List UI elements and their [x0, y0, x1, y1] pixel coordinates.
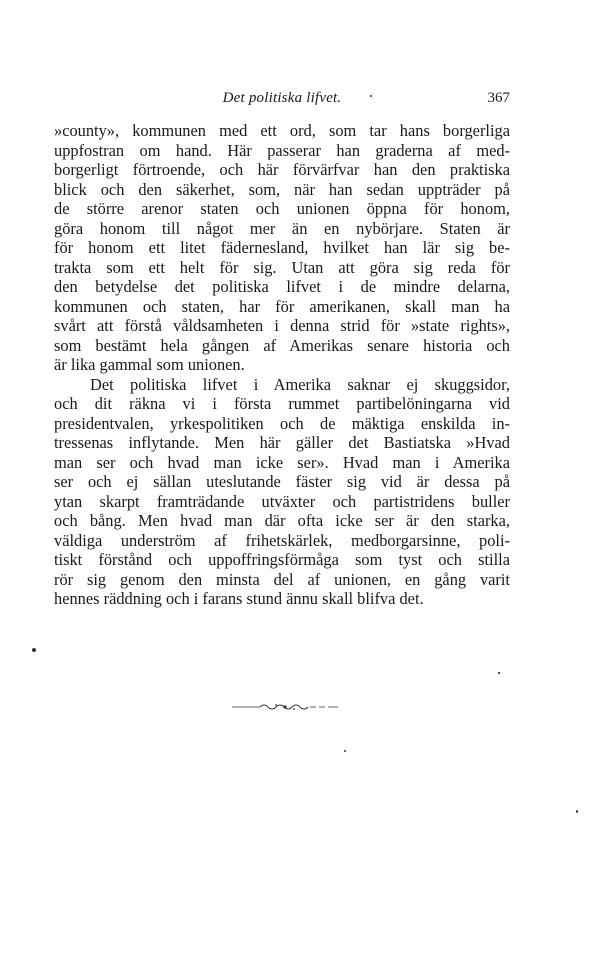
- text-line: de större arenor staten och unionen öppna för honom,: [54, 199, 510, 218]
- text-line: uppfostran om hand. Här passerar han graderna af med-: [54, 140, 510, 160]
- ink-speck: [370, 95, 372, 97]
- text-line: hennes räddning och i farans stund ännu skall blifva det.: [54, 589, 424, 608]
- decorative-rule-icon: [230, 700, 340, 714]
- text-line: borgerligt förtroende, och här förvärfvar han den praktiska: [54, 160, 510, 179]
- text-line: tressenas inflytande. Men här gäller det Bastiatska »Hvad: [54, 433, 510, 452]
- body-text: [54, 121, 510, 609]
- ink-speck: [344, 750, 346, 752]
- ink-speck: [498, 672, 500, 674]
- paragraph-1: [54, 121, 510, 375]
- text-line: kommunen och staten, har för amerikanen, skall man ha: [54, 296, 510, 316]
- text-line: tiskt förstånd och uppoffringsförmåga som tyst och stilla: [54, 550, 510, 569]
- text-line: man ser och hvad man icke ser». Hvad man i Amerika: [54, 452, 510, 472]
- ink-speck: [576, 810, 578, 813]
- text-line: Det politiska lifvet i Amerika saknar ej skuggsidor,: [90, 374, 510, 394]
- text-line: som bestämt hela gången af Amerikas senare historia och: [54, 335, 510, 355]
- text-line: väldiga underström af frihetskärlek, medborgarsinne, poli-: [54, 530, 510, 550]
- text-line: är lika gammal som unionen.: [54, 355, 245, 374]
- text-line: för honom ett litet fädernesland, hvilket han lär sig be-: [54, 238, 510, 257]
- text-line: ytan skarpt framträdande utväxter och partistridens buller: [54, 491, 510, 511]
- page-number: 367: [487, 90, 510, 106]
- ink-speck: [32, 648, 36, 652]
- running-head: [54, 90, 510, 110]
- text-line: ser och ej sällan uteslutande fäster sig vid är dessa på: [54, 472, 510, 491]
- text-line: den betydelse det politiska lifvet i de mindre delarna,: [54, 277, 510, 296]
- text-line: göra honom till något mer än en nybörjare. Staten är: [54, 218, 510, 238]
- text-line: svårt att förstå våldsamheten i denna strid för »state rights»,: [54, 316, 510, 335]
- text-line: blick och den säkerhet, som, när han sedan uppträder på: [54, 179, 510, 199]
- text-line: och bång. Men hvad man där ofta icke ser är den starka,: [54, 511, 510, 530]
- text-line: trakta som ett helt för sig. Utan att göra sig reda för: [54, 257, 510, 277]
- text-line: rör sig genom den minsta del af unionen, en gång varit: [54, 569, 510, 589]
- paragraph-2: [54, 375, 510, 609]
- text-line: »county», kommunen med ett ord, som tar hans borgerliga: [54, 121, 510, 140]
- running-title: Det politiska lifvet.: [222, 90, 342, 106]
- text-line: och dit räkna vi i första rummet partibelöningarna vid: [54, 394, 510, 413]
- text-line: presidentvalen, yrkespolitiken och de mäktiga enskilda in-: [54, 413, 510, 433]
